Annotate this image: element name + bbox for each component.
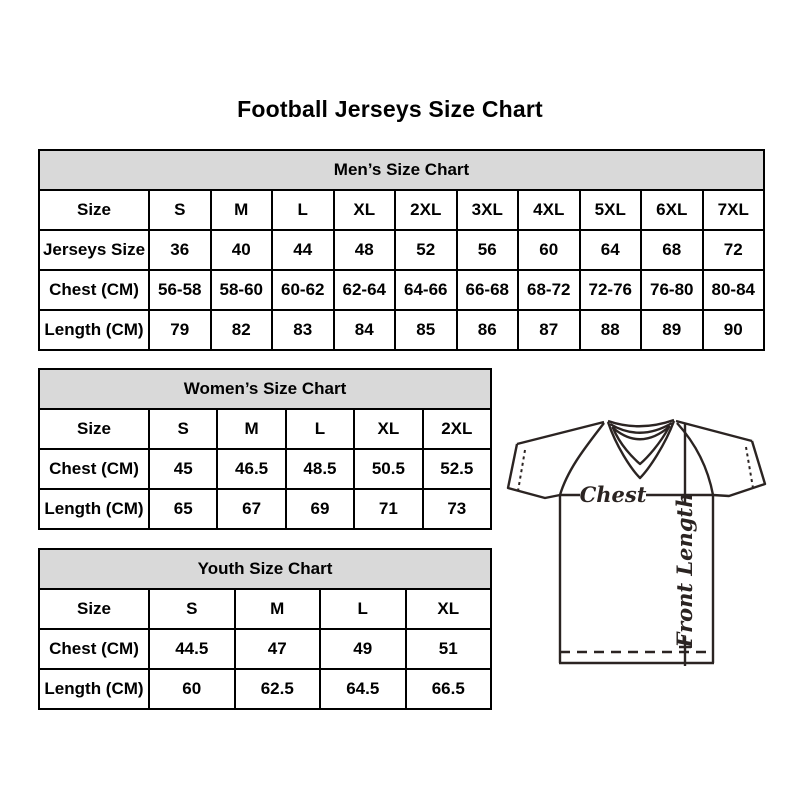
- value-cell: 88: [580, 310, 642, 350]
- value-cell: 69: [286, 489, 354, 529]
- table-row: [39, 449, 491, 489]
- value-cell: 71: [354, 489, 422, 529]
- value-cell: 47: [235, 629, 321, 669]
- row-label: Length (CM): [39, 310, 149, 350]
- value-cell: 62-64: [334, 270, 396, 310]
- chest-label: Chest: [579, 482, 647, 507]
- value-cell: 44: [272, 230, 334, 270]
- value-cell: 46.5: [217, 449, 285, 489]
- front-length-label: Front Length: [672, 492, 697, 648]
- value-cell: 68-72: [518, 270, 580, 310]
- mens-table-title: Men’s Size Chart: [39, 150, 764, 190]
- value-cell: 72: [703, 230, 765, 270]
- value-cell: 85: [395, 310, 457, 350]
- size-cell: S: [149, 409, 217, 449]
- table-row: [39, 629, 491, 669]
- value-cell: 73: [423, 489, 491, 529]
- value-cell: 83: [272, 310, 334, 350]
- value-cell: 68: [641, 230, 703, 270]
- size-cell: M: [235, 589, 321, 629]
- table-row: [39, 190, 764, 230]
- size-cell: XL: [334, 190, 396, 230]
- jersey-right-sleeve-stitch: [746, 447, 753, 488]
- value-cell: 80-84: [703, 270, 765, 310]
- value-cell: 60: [518, 230, 580, 270]
- value-cell: 48.5: [286, 449, 354, 489]
- table-row: [39, 230, 764, 270]
- value-cell: 52: [395, 230, 457, 270]
- value-cell: 62.5: [235, 669, 321, 709]
- size-cell: 6XL: [641, 190, 703, 230]
- row-label: Chest (CM): [39, 629, 149, 669]
- youth-table-title: Youth Size Chart: [39, 549, 491, 589]
- value-cell: 51: [406, 629, 492, 669]
- size-cell: 2XL: [423, 409, 491, 449]
- value-cell: 67: [217, 489, 285, 529]
- value-cell: 60: [149, 669, 235, 709]
- size-cell: S: [149, 589, 235, 629]
- value-cell: 36: [149, 230, 211, 270]
- jersey-measurement-diagram: [500, 400, 780, 680]
- table-row: [39, 310, 764, 350]
- value-cell: 50.5: [354, 449, 422, 489]
- size-cell: L: [286, 409, 354, 449]
- womens-table-title: Women’s Size Chart: [39, 369, 491, 409]
- table-header-row: [39, 369, 491, 409]
- size-cell: L: [320, 589, 406, 629]
- value-cell: 86: [457, 310, 519, 350]
- size-cell: S: [149, 190, 211, 230]
- size-cell: 7XL: [703, 190, 765, 230]
- value-cell: 89: [641, 310, 703, 350]
- value-cell: 45: [149, 449, 217, 489]
- value-cell: 60-62: [272, 270, 334, 310]
- value-cell: 58-60: [211, 270, 273, 310]
- womens-size-table: [38, 368, 492, 530]
- value-cell: 56-58: [149, 270, 211, 310]
- value-cell: 76-80: [641, 270, 703, 310]
- value-cell: 64: [580, 230, 642, 270]
- value-cell: 66.5: [406, 669, 492, 709]
- size-cell: M: [211, 190, 273, 230]
- jersey-left-sleeve-stitch: [518, 450, 525, 491]
- row-label: Length (CM): [39, 669, 149, 709]
- row-label: Chest (CM): [39, 270, 149, 310]
- table-row: [39, 409, 491, 449]
- value-cell: 64.5: [320, 669, 406, 709]
- row-label: Size: [39, 409, 149, 449]
- size-cell: 2XL: [395, 190, 457, 230]
- table-row: [39, 669, 491, 709]
- table-row: [39, 270, 764, 310]
- value-cell: 79: [149, 310, 211, 350]
- value-cell: 82: [211, 310, 273, 350]
- page-title: Football Jerseys Size Chart: [237, 96, 543, 122]
- value-cell: 49: [320, 629, 406, 669]
- value-cell: 87: [518, 310, 580, 350]
- size-cell: 3XL: [457, 190, 519, 230]
- jersey-right-shoulder: [676, 421, 752, 441]
- table-header-row: [39, 549, 491, 589]
- size-cell: 4XL: [518, 190, 580, 230]
- size-cell: XL: [406, 589, 492, 629]
- mens-size-table: [38, 149, 765, 351]
- value-cell: 56: [457, 230, 519, 270]
- row-label: Size: [39, 589, 149, 629]
- table-row: [39, 589, 491, 629]
- value-cell: 72-76: [580, 270, 642, 310]
- size-cell: M: [217, 409, 285, 449]
- value-cell: 65: [149, 489, 217, 529]
- value-cell: 64-66: [395, 270, 457, 310]
- jersey-diagram-icon: [500, 400, 780, 680]
- jersey-right-sleeve: [713, 441, 765, 496]
- jersey-left-sleeve: [508, 444, 560, 498]
- size-cell: 5XL: [580, 190, 642, 230]
- value-cell: 40: [211, 230, 273, 270]
- value-cell: 44.5: [149, 629, 235, 669]
- jersey-right-armhole: [677, 423, 713, 495]
- row-label: Size: [39, 190, 149, 230]
- row-label: Chest (CM): [39, 449, 149, 489]
- size-cell: XL: [354, 409, 422, 449]
- value-cell: 52.5: [423, 449, 491, 489]
- row-label: Length (CM): [39, 489, 149, 529]
- value-cell: 48: [334, 230, 396, 270]
- value-cell: 66-68: [457, 270, 519, 310]
- table-header-row: [39, 150, 764, 190]
- size-cell: L: [272, 190, 334, 230]
- value-cell: 84: [334, 310, 396, 350]
- table-row: [39, 489, 491, 529]
- youth-size-table: [38, 548, 492, 710]
- row-label: Jerseys Size: [39, 230, 149, 270]
- value-cell: 90: [703, 310, 765, 350]
